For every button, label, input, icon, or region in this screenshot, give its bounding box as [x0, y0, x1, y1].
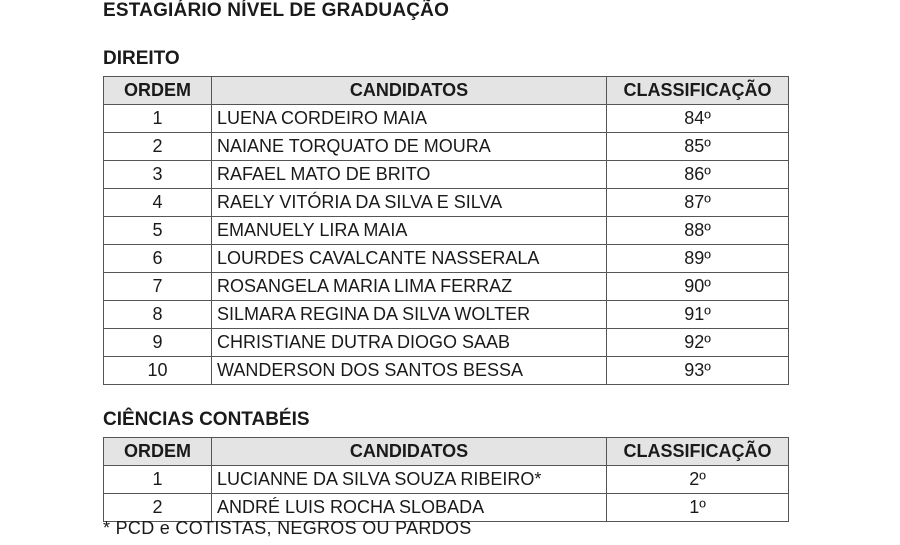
cell-candidato: CHRISTIANE DUTRA DIOGO SAAB	[212, 329, 607, 357]
cell-classificacao: 93º	[607, 357, 789, 385]
cell-ordem: 1	[104, 105, 212, 133]
cell-candidato: RAFAEL MATO DE BRITO	[212, 161, 607, 189]
footnote: * PCD e COTISTAS, NEGROS OU PARDOS	[103, 518, 472, 538]
cell-classificacao: 85º	[607, 133, 789, 161]
table-row	[104, 217, 789, 245]
cell-ordem: 2	[104, 133, 212, 161]
cell-ordem: 4	[104, 189, 212, 217]
cell-ordem: 7	[104, 273, 212, 301]
cell-classificacao: 92º	[607, 329, 789, 357]
cell-ordem: 6	[104, 245, 212, 273]
column-header-ordem: ORDEM	[104, 438, 212, 466]
section-title-ciencias-contabeis: CIÊNCIAS CONTABÉIS	[103, 409, 310, 430]
cell-ordem: 2	[104, 494, 212, 522]
cell-classificacao: 89º	[607, 245, 789, 273]
table-header-row	[104, 77, 789, 105]
cell-candidato: ANDRÉ LUIS ROCHA SLOBADA	[212, 494, 607, 522]
table-row	[104, 329, 789, 357]
cell-ordem: 9	[104, 329, 212, 357]
cell-ordem: 8	[104, 301, 212, 329]
cell-ordem: 10	[104, 357, 212, 385]
cell-candidato: LUENA CORDEIRO MAIA	[212, 105, 607, 133]
cell-ordem: 5	[104, 217, 212, 245]
table-row	[104, 466, 789, 494]
results-table-direito	[103, 76, 789, 385]
table-row	[104, 105, 789, 133]
cell-ordem: 1	[104, 466, 212, 494]
section-title-direito: DIREITO	[103, 48, 180, 69]
cell-candidato: RAELY VITÓRIA DA SILVA E SILVA	[212, 189, 607, 217]
table-header-row	[104, 438, 789, 466]
cell-candidato: EMANUELY LIRA MAIA	[212, 217, 607, 245]
table-row	[104, 357, 789, 385]
cell-candidato: WANDERSON DOS SANTOS BESSA	[212, 357, 607, 385]
table-row	[104, 245, 789, 273]
results-table-ciencias-contabeis	[103, 437, 789, 522]
cell-candidato: LUCIANNE DA SILVA SOUZA RIBEIRO*	[212, 466, 607, 494]
cell-classificacao: 86º	[607, 161, 789, 189]
table-row	[104, 273, 789, 301]
cell-classificacao: 87º	[607, 189, 789, 217]
table-row	[104, 133, 789, 161]
cell-ordem: 3	[104, 161, 212, 189]
cell-candidato: ROSANGELA MARIA LIMA FERRAZ	[212, 273, 607, 301]
column-header-ordem: ORDEM	[104, 77, 212, 105]
cell-classificacao: 88º	[607, 217, 789, 245]
cell-classificacao: 84º	[607, 105, 789, 133]
table-row	[104, 189, 789, 217]
cell-classificacao: 91º	[607, 301, 789, 329]
cell-classificacao: 1º	[607, 494, 789, 522]
document-title: ESTAGIÁRIO NÍVEL DE GRADUAÇÃO	[103, 0, 450, 21]
column-header-classificacao: CLASSIFICAÇÃO	[607, 438, 789, 466]
cell-candidato: SILMARA REGINA DA SILVA WOLTER	[212, 301, 607, 329]
table-row	[104, 301, 789, 329]
column-header-classificacao: CLASSIFICAÇÃO	[607, 77, 789, 105]
cell-classificacao: 90º	[607, 273, 789, 301]
column-header-candidatos: CANDIDATOS	[212, 77, 607, 105]
cell-candidato: NAIANE TORQUATO DE MOURA	[212, 133, 607, 161]
cell-classificacao: 2º	[607, 466, 789, 494]
table-row	[104, 161, 789, 189]
column-header-candidatos: CANDIDATOS	[212, 438, 607, 466]
cell-candidato: LOURDES CAVALCANTE NASSERALA	[212, 245, 607, 273]
